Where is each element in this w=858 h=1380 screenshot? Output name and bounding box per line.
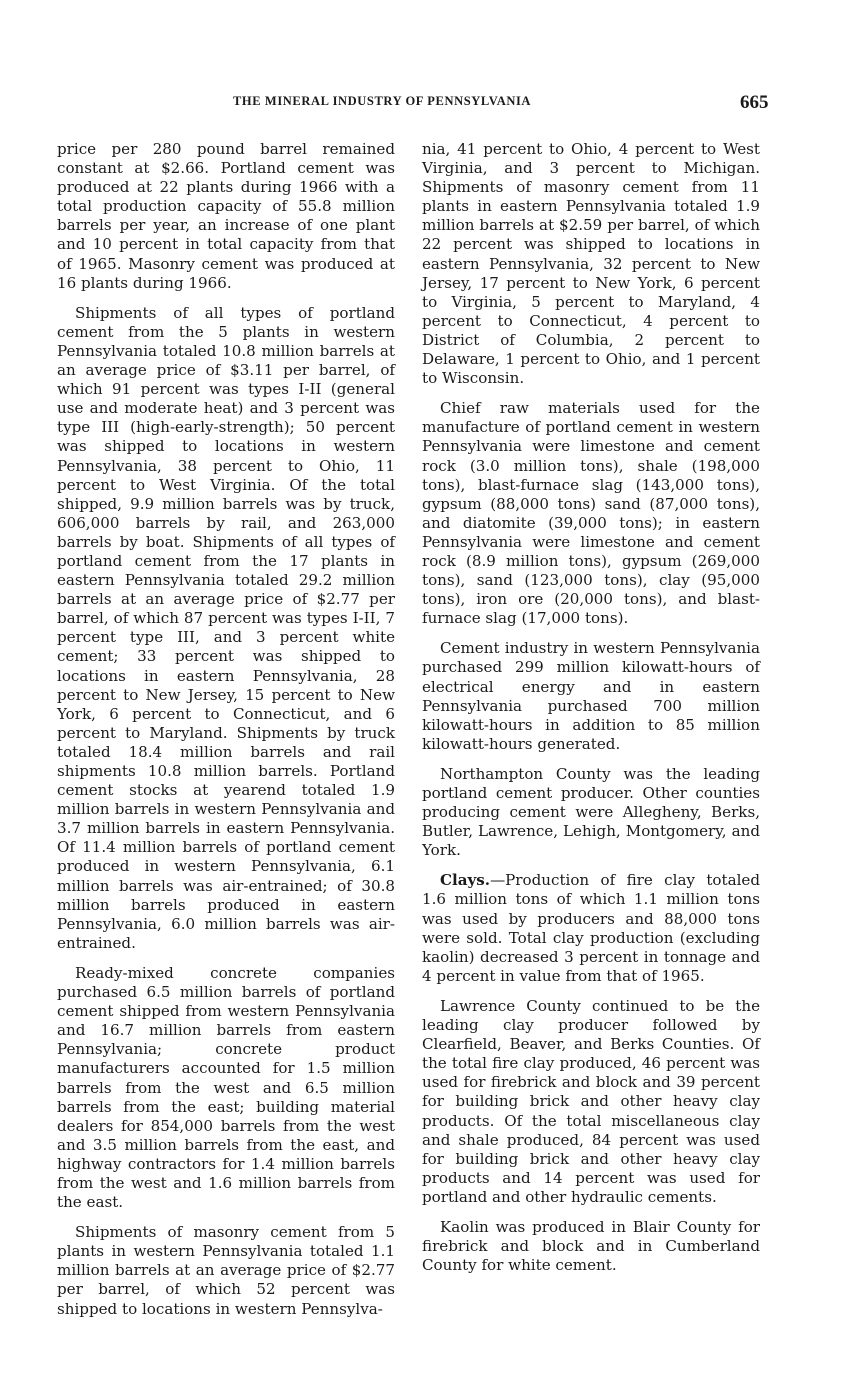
paragraph-ready-mixed-concrete: Ready-mixed concrete companies purchased 6.5 million barrels of portland cement shipped from western Pennsylvania and 16.7 million barrels from eastern Pennsylvania; concrete product manufacturers accounted for 1.5 million barrels from the west and 6.5 million barrels from the east; building material dealers for 854,000 barrels from the west and 3.5 million barrels from the east, and highway contractors for 1.4 million barrels from the west and 1.6 million barrels from the east. [57, 963, 395, 1212]
paragraph-masonry-shipments: Shipments of masonry cement from 5 plants in western Pennsylvania totaled 1.1 million barrels at an average price of $2.77 per barrel, of which 52 percent was shipped to locations in western Pennsylva- [57, 1223, 395, 1318]
paragraph-kaolin: Kaolin was produced in Blair County for firebrick and block and in Cumberland County for white cement. [422, 1217, 760, 1275]
paragraph-portland-shipments: Shipments of all types of portland cement from the 5 plants in western Pennsylvania totaled 10.8 million barrels at an average price of $3.11 per barrel, of which 91 percent was types I-II (general use and moderate heat) and 3 percent was type III (high-early-strength); 50 percent was shipped to locations in western Pennsylvania, 38 percent to Ohio, 11 percent to West Virginia. Of the total shipped, 9.9 million barrels was by truck, 606,000 barrels by rail, and 263,000 barrels by boat. Shipments of all types of portland cement from the 17 plants in eastern Pennsylvania totaled 29.2 million barrels at an average price of $2.77 per barrel, of which 87 percent was types I-II, 7 percent type III, and 3 percent white cement; 33 percent was shipped to locations in eastern Pennsylvania, 28 percent to New Jersey, 15 percent to New York, 6 percent to Connecticut, and 6 percent to Maryland. Shipments by truck totaled 18.4 million barrels and rail shipments 10.8 million barrels. Portland cement stocks at yearend totaled 1.9 million barrels in western Pennsylvania and 3.7 million barrels in eastern Pennsylvania. Of 11.4 million barrels of portland cement produced in western Pennsylvania, 6.1 million barrels was air-entrained; of 30.8 million barrels produced in eastern Pennsylvania, 6.0 million barrels was air-entrained. [57, 303, 395, 952]
left-column [57, 140, 395, 1330]
page-number: 665 [740, 92, 769, 113]
clays-text: —Production of fire clay totaled 1.6 million tons of which 1.1 million tons was used by producers and 88,000 tons were sold. Total clay production (excluding kaolin) decreased 3 percent in tonnage and 4 percent in value from that of 1965. [422, 871, 760, 985]
running-head: THE MINERAL INDUSTRY OF PENNSYLVANIA [233, 94, 532, 108]
paragraph-cement-production: price per 280 pound barrel remained constant at $2.66. Portland cement was produced at 22 plants during 1966 with a total production capacity of 55.8 million barrels per year, an increase of one plant and 10 percent in total capacity from that of 1965. Masonry cement was produced at 16 plants during 1966. [57, 140, 395, 292]
page-header [0, 92, 858, 116]
paragraph-clays [422, 871, 760, 986]
paragraph-clay-producers: Lawrence County continued to be the leading clay producer followed by Clearfield, Beaver, and Berks Counties. Of the total fire clay produced, 46 percent was used for firebrick and block and 39 percent for building brick and other heavy clay products. Of the total miscellaneous clay and shale produced, 84 percent was used for building brick and other heavy clay products and 14 percent was used for portland and other hydraulic cements. [422, 996, 760, 1206]
paragraph-raw-materials: Chief raw materials used for the manufacture of portland cement in western Pennsylvania were limestone and cement rock (3.0 million tons), shale (198,000 tons), blast-furnace slag (143,000 tons), gypsum (88,000 tons) sand (87,000 tons), and diatomite (39,000 tons); in eastern Pennsylvania were limestone and cement rock (8.9 million tons), gypsum (269,000 tons), sand (123,000 tons), clay (95,000 tons), iron ore (20,000 tons), and blast-furnace slag (17,000 tons). [422, 399, 760, 628]
right-column [422, 140, 760, 1286]
paragraph-leading-county: Northampton County was the leading portland cement producer. Other counties producing cement were Allegheny, Berks, Butler, Lawrence, Lehigh, Montgomery, and York. [422, 764, 760, 860]
paragraph-masonry-continued: nia, 41 percent to Ohio, 4 percent to West Virginia, and 3 percent to Michigan. Shipments of masonry cement from 11 plants in eastern Pennsylvania totaled 1.9 million barrels at $2.59 per barrel, of which 22 percent was shipped to locations in eastern Pennsylvania, 32 percent to New Jersey, 17 percent to New York, 6 percent to Virginia, 5 percent to Maryland, 4 percent to Connecticut, 4 percent to District of Columbia, 2 percent to Delaware, 1 percent to Ohio, and 1 percent to Wisconsin. [422, 140, 760, 388]
paragraph-electrical-energy: Cement industry in western Pennsylvania purchased 299 million kilowatt-hours of electrical energy and in eastern Pennsylvania purchased 700 million kilowatt-hours in addition to 85 million kilowatt-hours generated. [422, 639, 760, 753]
clays-subheading: Clays. [440, 871, 491, 890]
